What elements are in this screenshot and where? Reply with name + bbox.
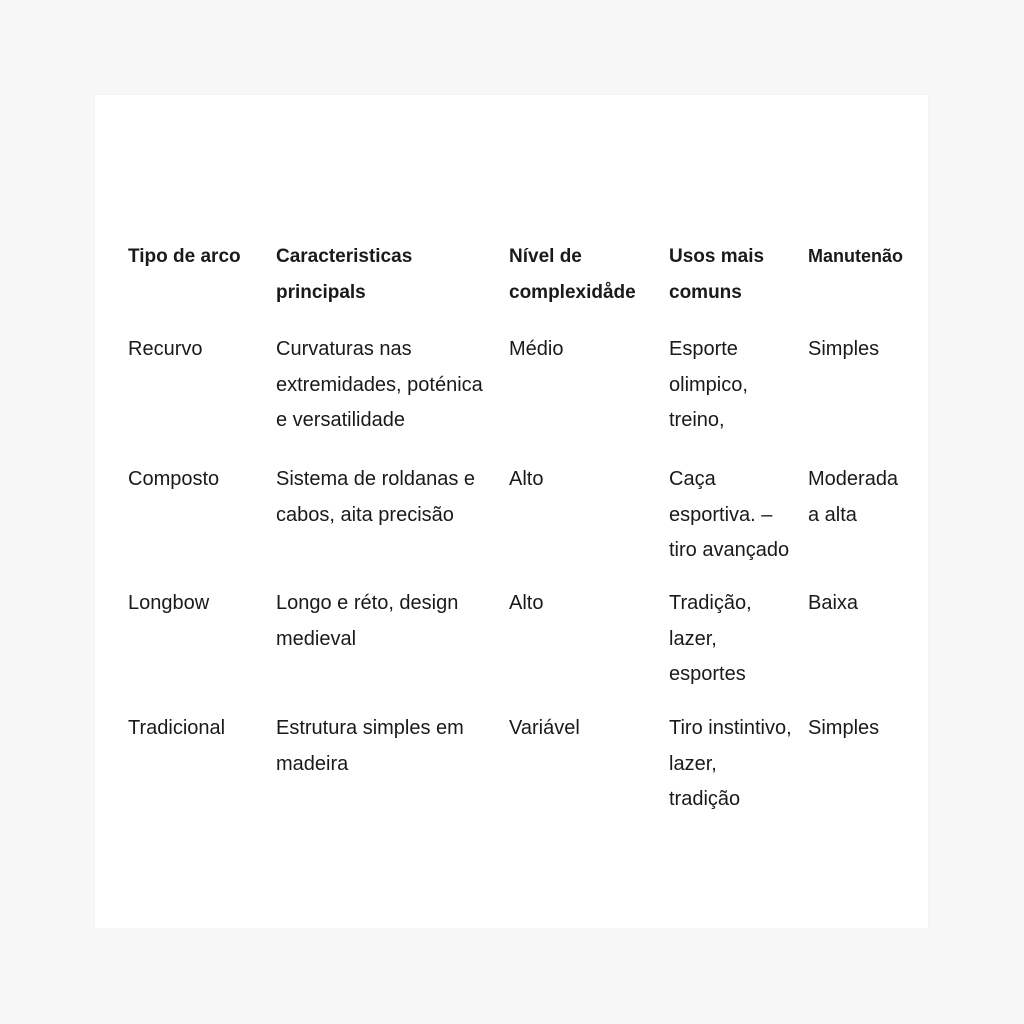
cell-tipo: Tradicional bbox=[128, 717, 226, 739]
cell-tipo: Recurvo bbox=[128, 338, 203, 360]
cell-complexidade: Alto bbox=[509, 468, 544, 490]
header-nivel-complexidade: Nível de complexidåde bbox=[509, 246, 636, 303]
cell-manutencao: Moderada a alta bbox=[808, 468, 899, 526]
header-manutencao: Manutenão bbox=[808, 246, 904, 266]
cell-complexidade: Médio bbox=[509, 338, 564, 360]
cell-caracteristicas: Curvaturas nas extremidades, poténica e versatilidade bbox=[276, 338, 483, 431]
cell-usos: Caça esportiva. – tiro avançado bbox=[669, 468, 790, 561]
cell-complexidade: Alto bbox=[509, 592, 544, 614]
header-tipo-de-arco: Tipo de arco bbox=[128, 246, 241, 267]
cell-usos: Tradição, lazer, esportes bbox=[669, 592, 752, 685]
document-card bbox=[95, 95, 928, 928]
cell-tipo: Longbow bbox=[128, 592, 210, 614]
cell-caracteristicas: Estrutura simples em madeira bbox=[276, 717, 464, 775]
cell-caracteristicas: Longo e réto, design medieval bbox=[276, 592, 459, 650]
header-usos-comuns: Usos mais comuns bbox=[669, 246, 765, 303]
cell-complexidade: Variável bbox=[509, 717, 580, 739]
cell-manutencao: Simples bbox=[808, 338, 880, 360]
cell-tipo: Composto bbox=[128, 468, 220, 490]
header-caracteristicas: Caracteristicas principals bbox=[276, 246, 413, 303]
cell-manutencao: Baixa bbox=[808, 592, 859, 614]
cell-usos: Esporte olimpico, treino, bbox=[669, 338, 748, 431]
cell-usos: Tiro instintivo, lazer, tradição bbox=[669, 717, 792, 810]
cell-manutencao: Simples bbox=[808, 717, 880, 739]
bow-types-table bbox=[95, 95, 928, 928]
cell-caracteristicas: Sistema de roldanas e cabos, aita precisão bbox=[276, 468, 476, 526]
